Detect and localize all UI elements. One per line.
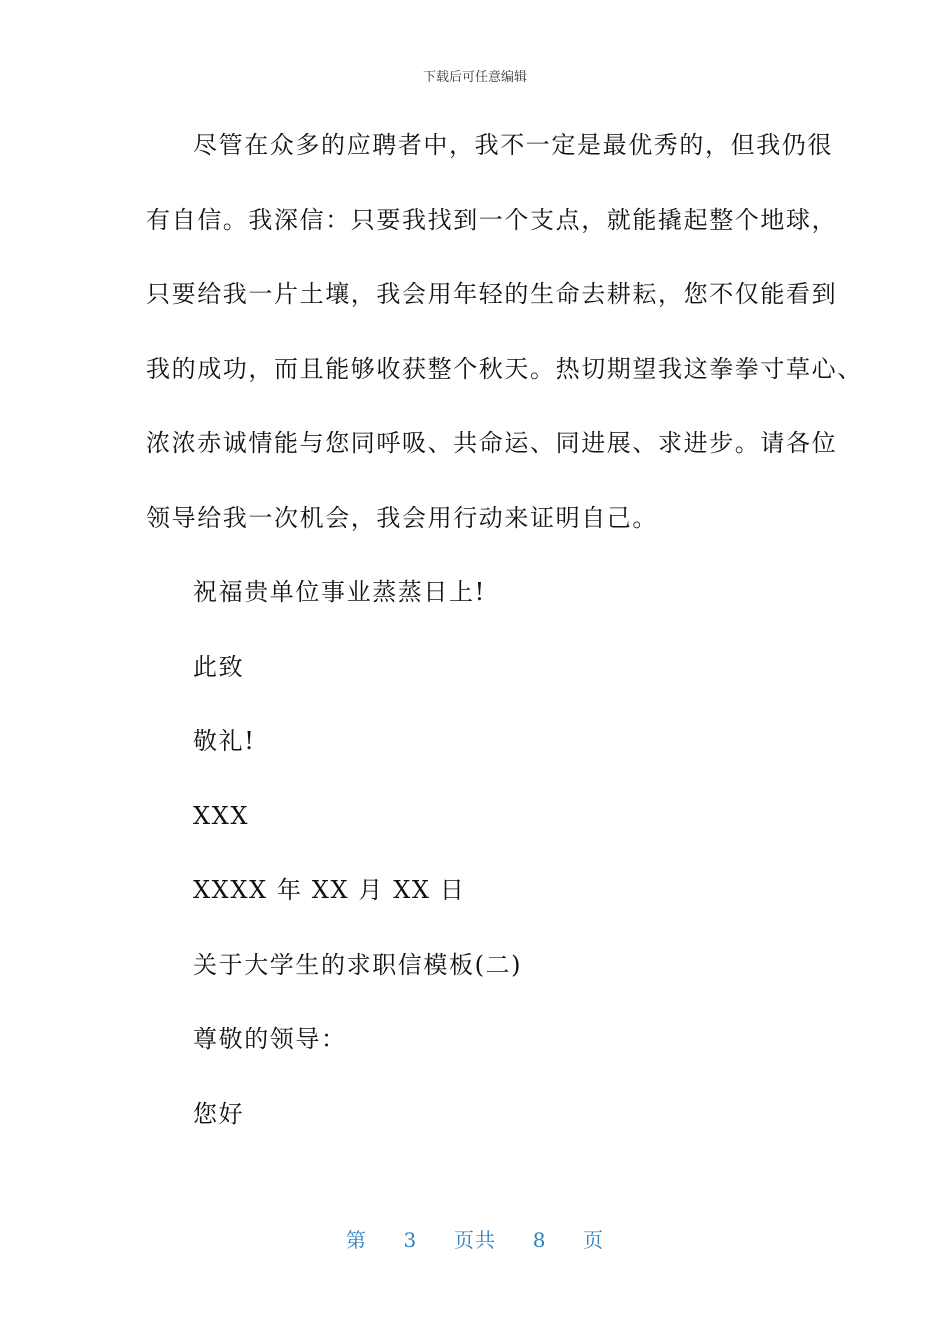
greeting: 尊敬的领导： (193, 1025, 347, 1053)
paragraph-line: 只要给我一片土壤，我会用年轻的生命去耕耘，您不仅能看到 (146, 280, 838, 308)
blessing-line: 祝福贵单位事业蒸蒸日上! (193, 578, 486, 606)
paragraph-line: 领导给我一次机会，我会用行动来证明自己。 (146, 503, 658, 532)
footer-page-number: 3 (403, 1228, 418, 1252)
hello-line: 您好 (193, 1099, 245, 1128)
footer-total-pages: 8 (532, 1228, 547, 1252)
page-footer (0, 1224, 950, 1253)
page-header: 下载后可任意编辑 (422, 70, 527, 85)
section-title: 关于大学生的求职信模板(二) (193, 950, 523, 979)
footer-suffix: 页 (583, 1228, 605, 1252)
paragraph-line: 有自信。我深信：只要我找到一个支点，就能撬起整个地球， (146, 205, 838, 234)
closing-line-2: 敬礼! (193, 727, 256, 755)
footer-prefix: 第 (345, 1228, 367, 1252)
closing-line-1: 此致 (193, 652, 245, 681)
signature: XXX (193, 801, 250, 830)
document-body (146, 118, 863, 1161)
paragraph-line: 浓浓赤诚情能与您同呼吸、共命运、同进展、求进步。请各位 (146, 429, 838, 457)
date-line: XXXX 年 XX 月 XX 日 (193, 876, 466, 904)
footer-middle: 页共 (454, 1228, 496, 1252)
paragraph-line: 尽管在众多的应聘者中，我不一定是最优秀的，但我仍很 (193, 131, 833, 159)
paragraph-line: 我的成功，而且能够收获整个秋天。热切期望我这拳拳寸草心、 (146, 354, 863, 383)
